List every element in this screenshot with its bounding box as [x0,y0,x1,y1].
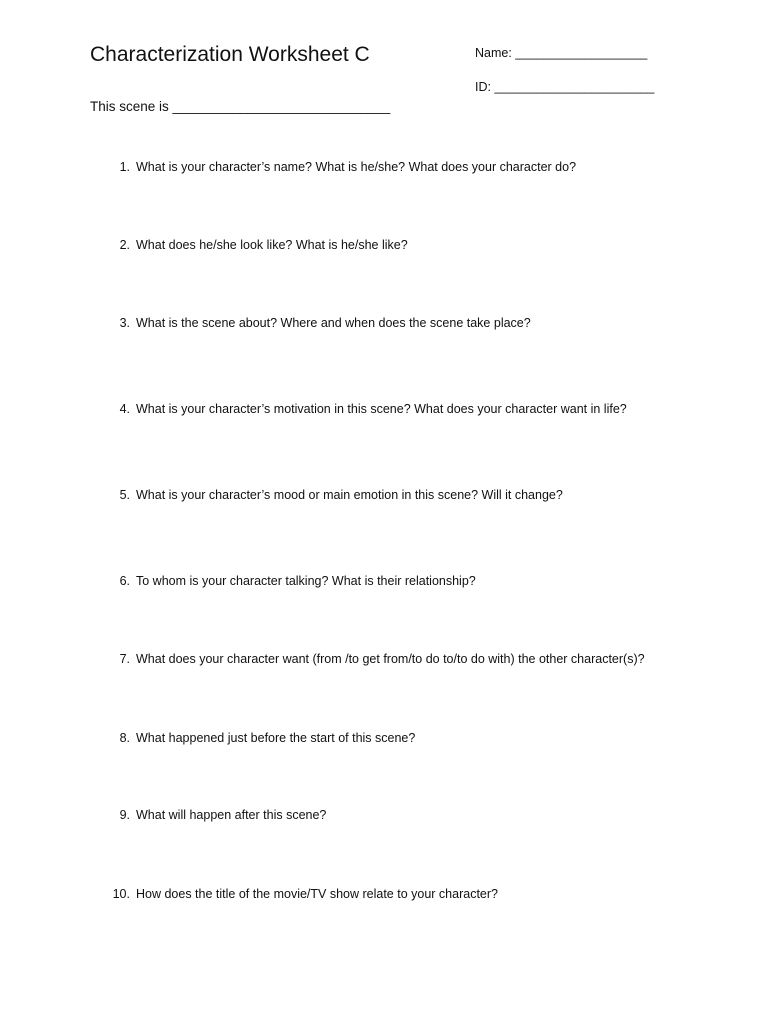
question-text: What is your character’s name? What is he/she? What does your character do? [136,160,577,174]
question-text: To whom is your character talking? What is their relationship? [136,574,476,588]
question-number: 4. [119,402,130,416]
question-number: 3. [119,316,130,330]
question-text: What does your character want (from /to get from/to do to/to do with) the other character(s)? [136,652,645,666]
worksheet-title: Characterization Worksheet C [90,43,370,66]
question-text: What is your character’s motivation in this scene? What does your character want in life? [136,402,627,416]
question-number: 1. [119,160,130,174]
question-text: What is the scene about? Where and when does the scene take place? [136,316,531,330]
question-text: What is your character’s mood or main emotion in this scene? Will it change? [136,488,563,502]
question-number: 6. [119,574,130,588]
question-number: 8. [119,731,130,745]
scene-field: This scene is _____________________________ [90,99,391,114]
id-field: ID: _______________________ [475,80,655,94]
question-text: How does the title of the movie/TV show relate to your character? [136,887,498,901]
question-number: 2. [119,238,130,252]
question-text: What happened just before the start of this scene? [136,731,416,745]
question-number: 7. [119,652,130,666]
question-number: 5. [119,488,130,502]
name-field: Name: ___________________ [475,46,648,60]
question-text: What will happen after this scene? [136,808,327,822]
question-number: 9. [119,808,130,822]
question-number: 10. [112,887,130,901]
question-text: What does he/she look like? What is he/she like? [136,238,408,252]
